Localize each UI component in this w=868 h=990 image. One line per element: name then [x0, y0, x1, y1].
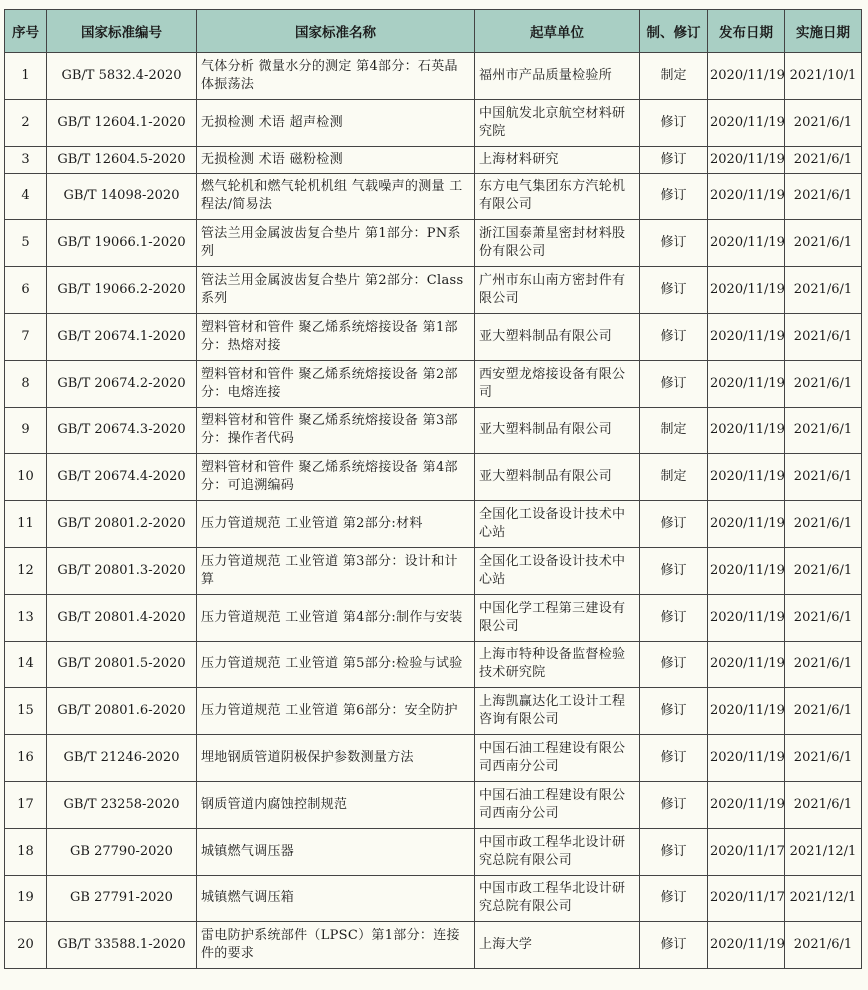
cell-unit: 全国化工设备设计技术中心站	[475, 547, 640, 594]
cell-effective-date: 2021/6/1	[785, 146, 862, 173]
cell-type: 修订	[640, 781, 708, 828]
table-row	[5, 407, 862, 454]
cell-name: 管法兰用金属波齿复合垫片 第1部分：PN系列	[197, 220, 475, 267]
cell-code: GB 27790-2020	[47, 828, 197, 875]
cell-effective-date: 2021/6/1	[785, 360, 862, 407]
cell-no: 14	[5, 641, 47, 688]
cell-no: 5	[5, 220, 47, 267]
cell-effective-date: 2021/6/1	[785, 594, 862, 641]
cell-type: 修订	[640, 547, 708, 594]
cell-type: 修订	[640, 220, 708, 267]
cell-effective-date: 2021/6/1	[785, 220, 862, 267]
cell-code: GB/T 20674.4-2020	[47, 454, 197, 501]
table-header	[5, 10, 862, 53]
table-row	[5, 641, 862, 688]
cell-name: 无损检测 术语 超声检测	[197, 99, 475, 146]
cell-publish-date: 2020/11/19	[708, 313, 785, 360]
table-row	[5, 501, 862, 548]
cell-effective-date: 2021/6/1	[785, 407, 862, 454]
cell-publish-date: 2020/11/19	[708, 267, 785, 314]
cell-unit: 中国化学工程第三建设有限公司	[475, 594, 640, 641]
cell-unit: 上海材料研究	[475, 146, 640, 173]
cell-code: GB/T 19066.1-2020	[47, 220, 197, 267]
cell-code: GB/T 19066.2-2020	[47, 267, 197, 314]
cell-publish-date: 2020/11/17	[708, 828, 785, 875]
cell-type: 修订	[640, 501, 708, 548]
cell-code: GB/T 12604.1-2020	[47, 99, 197, 146]
cell-effective-date: 2021/6/1	[785, 735, 862, 782]
cell-type: 修订	[640, 313, 708, 360]
cell-no: 10	[5, 454, 47, 501]
cell-type: 修订	[640, 922, 708, 969]
header-code: 国家标准编号	[47, 10, 197, 53]
cell-unit: 上海大学	[475, 922, 640, 969]
table-row	[5, 828, 862, 875]
cell-no: 6	[5, 267, 47, 314]
cell-unit: 上海凯赢达化工设计工程咨询有限公司	[475, 688, 640, 735]
table-row	[5, 173, 862, 220]
cell-name: 气体分析 微量水分的测定 第4部分：石英晶体振荡法	[197, 53, 475, 100]
header-name: 国家标准名称	[197, 10, 475, 53]
cell-publish-date: 2020/11/19	[708, 547, 785, 594]
cell-publish-date: 2020/11/19	[708, 53, 785, 100]
cell-type: 制定	[640, 454, 708, 501]
cell-no: 7	[5, 313, 47, 360]
cell-code: GB/T 12604.5-2020	[47, 146, 197, 173]
table-row	[5, 267, 862, 314]
cell-no: 16	[5, 735, 47, 782]
cell-publish-date: 2020/11/19	[708, 781, 785, 828]
cell-publish-date: 2020/11/19	[708, 407, 785, 454]
cell-unit: 中国石油工程建设有限公司西南分公司	[475, 735, 640, 782]
cell-publish-date: 2020/11/19	[708, 735, 785, 782]
cell-no: 8	[5, 360, 47, 407]
table-row	[5, 53, 862, 100]
table-row	[5, 594, 862, 641]
cell-name: 塑料管材和管件 聚乙烯系统熔接设备 第2部分：电熔连接	[197, 360, 475, 407]
cell-no: 4	[5, 173, 47, 220]
cell-publish-date: 2020/11/19	[708, 922, 785, 969]
header-no: 序号	[5, 10, 47, 53]
cell-name: 雷电防护系统部件（LPSC）第1部分：连接件的要求	[197, 922, 475, 969]
cell-name: 城镇燃气调压箱	[197, 875, 475, 922]
cell-name: 压力管道规范 工业管道 第3部分：设计和计算	[197, 547, 475, 594]
cell-code: GB/T 5832.4-2020	[47, 53, 197, 100]
cell-unit: 浙江国泰萧星密封材料股份有限公司	[475, 220, 640, 267]
cell-code: GB/T 20674.1-2020	[47, 313, 197, 360]
cell-unit: 全国化工设备设计技术中心站	[475, 501, 640, 548]
cell-effective-date: 2021/6/1	[785, 99, 862, 146]
cell-effective-date: 2021/6/1	[785, 267, 862, 314]
cell-no: 11	[5, 501, 47, 548]
cell-publish-date: 2020/11/19	[708, 501, 785, 548]
cell-no: 20	[5, 922, 47, 969]
cell-effective-date: 2021/12/1	[785, 828, 862, 875]
cell-unit: 西安塑龙熔接设备有限公司	[475, 360, 640, 407]
cell-name: 压力管道规范 工业管道 第4部分:制作与安装	[197, 594, 475, 641]
table-row	[5, 781, 862, 828]
cell-name: 压力管道规范 工业管道 第5部分:检验与试验	[197, 641, 475, 688]
cell-type: 修订	[640, 641, 708, 688]
table-row	[5, 146, 862, 173]
cell-no: 3	[5, 146, 47, 173]
cell-type: 制定	[640, 53, 708, 100]
cell-no: 15	[5, 688, 47, 735]
cell-name: 城镇燃气调压器	[197, 828, 475, 875]
cell-code: GB/T 23258-2020	[47, 781, 197, 828]
cell-no: 1	[5, 53, 47, 100]
cell-type: 修订	[640, 875, 708, 922]
cell-name: 燃气轮机和燃气轮机机组 气载噪声的测量 工程法/简易法	[197, 173, 475, 220]
cell-type: 修订	[640, 688, 708, 735]
cell-type: 修订	[640, 735, 708, 782]
cell-publish-date: 2020/11/19	[708, 688, 785, 735]
cell-effective-date: 2021/6/1	[785, 501, 862, 548]
table-row	[5, 360, 862, 407]
cell-code: GB/T 20801.2-2020	[47, 501, 197, 548]
cell-code: GB/T 33588.1-2020	[47, 922, 197, 969]
cell-type: 修订	[640, 360, 708, 407]
cell-effective-date: 2021/6/1	[785, 781, 862, 828]
cell-publish-date: 2020/11/19	[708, 173, 785, 220]
cell-code: GB/T 20801.4-2020	[47, 594, 197, 641]
cell-code: GB/T 20674.3-2020	[47, 407, 197, 454]
cell-unit: 亚大塑料制品有限公司	[475, 407, 640, 454]
cell-effective-date: 2021/6/1	[785, 454, 862, 501]
cell-no: 9	[5, 407, 47, 454]
header-publish-date: 发布日期	[708, 10, 785, 53]
cell-effective-date: 2021/6/1	[785, 173, 862, 220]
cell-name: 管法兰用金属波齿复合垫片 第2部分：Class系列	[197, 267, 475, 314]
cell-effective-date: 2021/6/1	[785, 641, 862, 688]
header-effective-date: 实施日期	[785, 10, 862, 53]
cell-name: 塑料管材和管件 聚乙烯系统熔接设备 第1部分：热熔对接	[197, 313, 475, 360]
cell-type: 修订	[640, 173, 708, 220]
cell-no: 13	[5, 594, 47, 641]
cell-unit: 中国航发北京航空材料研究院	[475, 99, 640, 146]
cell-code: GB/T 14098-2020	[47, 173, 197, 220]
table-row	[5, 99, 862, 146]
cell-publish-date: 2020/11/19	[708, 641, 785, 688]
cell-unit: 上海市特种设备监督检验技术研究院	[475, 641, 640, 688]
cell-name: 压力管道规范 工业管道 第6部分：安全防护	[197, 688, 475, 735]
cell-code: GB/T 21246-2020	[47, 735, 197, 782]
cell-unit: 东方电气集团东方汽轮机有限公司	[475, 173, 640, 220]
cell-type: 修订	[640, 99, 708, 146]
cell-name: 无损检测 术语 磁粉检测	[197, 146, 475, 173]
cell-no: 19	[5, 875, 47, 922]
cell-code: GB/T 20801.6-2020	[47, 688, 197, 735]
cell-name: 压力管道规范 工业管道 第2部分:材料	[197, 501, 475, 548]
cell-no: 18	[5, 828, 47, 875]
table-row	[5, 875, 862, 922]
cell-publish-date: 2020/11/17	[708, 875, 785, 922]
cell-effective-date: 2021/12/1	[785, 875, 862, 922]
cell-unit: 亚大塑料制品有限公司	[475, 454, 640, 501]
cell-name: 钢质管道内腐蚀控制规范	[197, 781, 475, 828]
table-row	[5, 313, 862, 360]
cell-publish-date: 2020/11/19	[708, 99, 785, 146]
table-row	[5, 922, 862, 969]
table-row	[5, 547, 862, 594]
cell-unit: 福州市产品质量检验所	[475, 53, 640, 100]
cell-type: 修订	[640, 146, 708, 173]
cell-publish-date: 2020/11/19	[708, 146, 785, 173]
cell-code: GB/T 20674.2-2020	[47, 360, 197, 407]
cell-publish-date: 2020/11/19	[708, 220, 785, 267]
cell-effective-date: 2021/6/1	[785, 313, 862, 360]
cell-no: 2	[5, 99, 47, 146]
table-row	[5, 735, 862, 782]
cell-publish-date: 2020/11/19	[708, 594, 785, 641]
cell-effective-date: 2021/10/1	[785, 53, 862, 100]
cell-name: 塑料管材和管件 聚乙烯系统熔接设备 第3部分：操作者代码	[197, 407, 475, 454]
cell-publish-date: 2020/11/19	[708, 454, 785, 501]
cell-effective-date: 2021/6/1	[785, 547, 862, 594]
cell-no: 17	[5, 781, 47, 828]
cell-effective-date: 2021/6/1	[785, 688, 862, 735]
cell-type: 制定	[640, 407, 708, 454]
cell-publish-date: 2020/11/19	[708, 360, 785, 407]
header-type: 制、修订	[640, 10, 708, 53]
header-row	[5, 10, 862, 53]
cell-type: 修订	[640, 267, 708, 314]
cell-unit: 中国市政工程华北设计研究总院有限公司	[475, 875, 640, 922]
cell-no: 12	[5, 547, 47, 594]
cell-name: 埋地钢质管道阴极保护参数测量方法	[197, 735, 475, 782]
header-unit: 起草单位	[475, 10, 640, 53]
cell-unit: 亚大塑料制品有限公司	[475, 313, 640, 360]
cell-unit: 中国市政工程华北设计研究总院有限公司	[475, 828, 640, 875]
table-row	[5, 220, 862, 267]
cell-unit: 广州市东山南方密封件有限公司	[475, 267, 640, 314]
cell-effective-date: 2021/6/1	[785, 922, 862, 969]
cell-code: GB/T 20801.3-2020	[47, 547, 197, 594]
standards-table	[4, 9, 862, 969]
cell-type: 修订	[640, 594, 708, 641]
cell-type: 修订	[640, 828, 708, 875]
table-row	[5, 688, 862, 735]
cell-code: GB 27791-2020	[47, 875, 197, 922]
cell-code: GB/T 20801.5-2020	[47, 641, 197, 688]
table-row	[5, 454, 862, 501]
table-body	[5, 53, 862, 969]
cell-unit: 中国石油工程建设有限公司西南分公司	[475, 781, 640, 828]
cell-name: 塑料管材和管件 聚乙烯系统熔接设备 第4部分：可追溯编码	[197, 454, 475, 501]
